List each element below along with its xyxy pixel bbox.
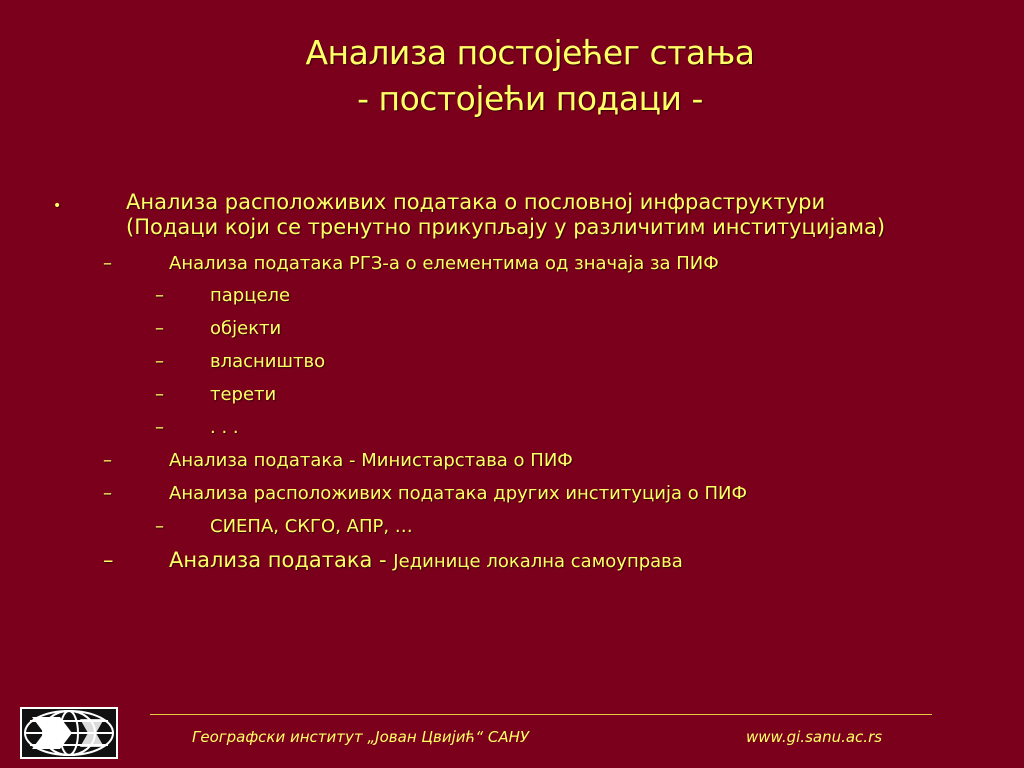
other-institutions-item: Анализа расположивих података других институција о ПИФ xyxy=(169,483,747,504)
dash-marker: – xyxy=(103,253,112,274)
dash-marker: – xyxy=(155,351,164,372)
main-bullet-line-1: Анализа расположивих података о пословној инфраструктури xyxy=(126,190,826,214)
footer-institute: Географски институт „Јован Цвијић“ САНУ xyxy=(192,728,530,746)
rgz-subitem-parcels: парцеле xyxy=(210,285,291,306)
rgz-subitem-encumbrances: терети xyxy=(210,384,277,405)
local-government-prefix: Анализа података - xyxy=(169,548,394,572)
title-line-1: Анализа постојећег стања xyxy=(305,33,755,72)
ministries-item: Анализа података - Министарстава о ПИФ xyxy=(169,450,573,471)
bullet-marker: • xyxy=(53,198,62,214)
rgz-subitem-ownership: власништво xyxy=(210,351,326,372)
title-line-2: - постојећи подаци - xyxy=(357,79,703,118)
dash-marker: – xyxy=(155,285,164,306)
dash-marker: – xyxy=(103,548,114,572)
institute-logo xyxy=(20,707,118,759)
dash-marker: – xyxy=(155,384,164,405)
footer-divider xyxy=(150,714,932,715)
local-government-item xyxy=(169,548,683,572)
footer-website-link[interactable]: www.gi.sanu.ac.rs xyxy=(746,728,883,746)
globe-logo-icon xyxy=(20,707,118,759)
dash-marker: – xyxy=(103,483,112,504)
rgz-subitem-ellipsis: . . . xyxy=(210,417,239,438)
rgz-subitem-objects: објекти xyxy=(210,318,282,339)
other-institutions-subitem: СИЕПА, СКГО, АПР, … xyxy=(210,516,413,537)
dash-marker: – xyxy=(155,417,164,438)
dash-marker: – xyxy=(155,318,164,339)
local-government-suffix: Јединице локална самоуправа xyxy=(393,551,683,572)
main-bullet-line-2: (Подаци који се тренутно прикупљају у различитим институцијама) xyxy=(126,215,886,239)
dash-marker: – xyxy=(155,516,164,537)
dash-marker: – xyxy=(103,450,112,471)
rgz-item: Анализа података РГЗ-а о елементима од значаја за ПИФ xyxy=(169,253,719,274)
